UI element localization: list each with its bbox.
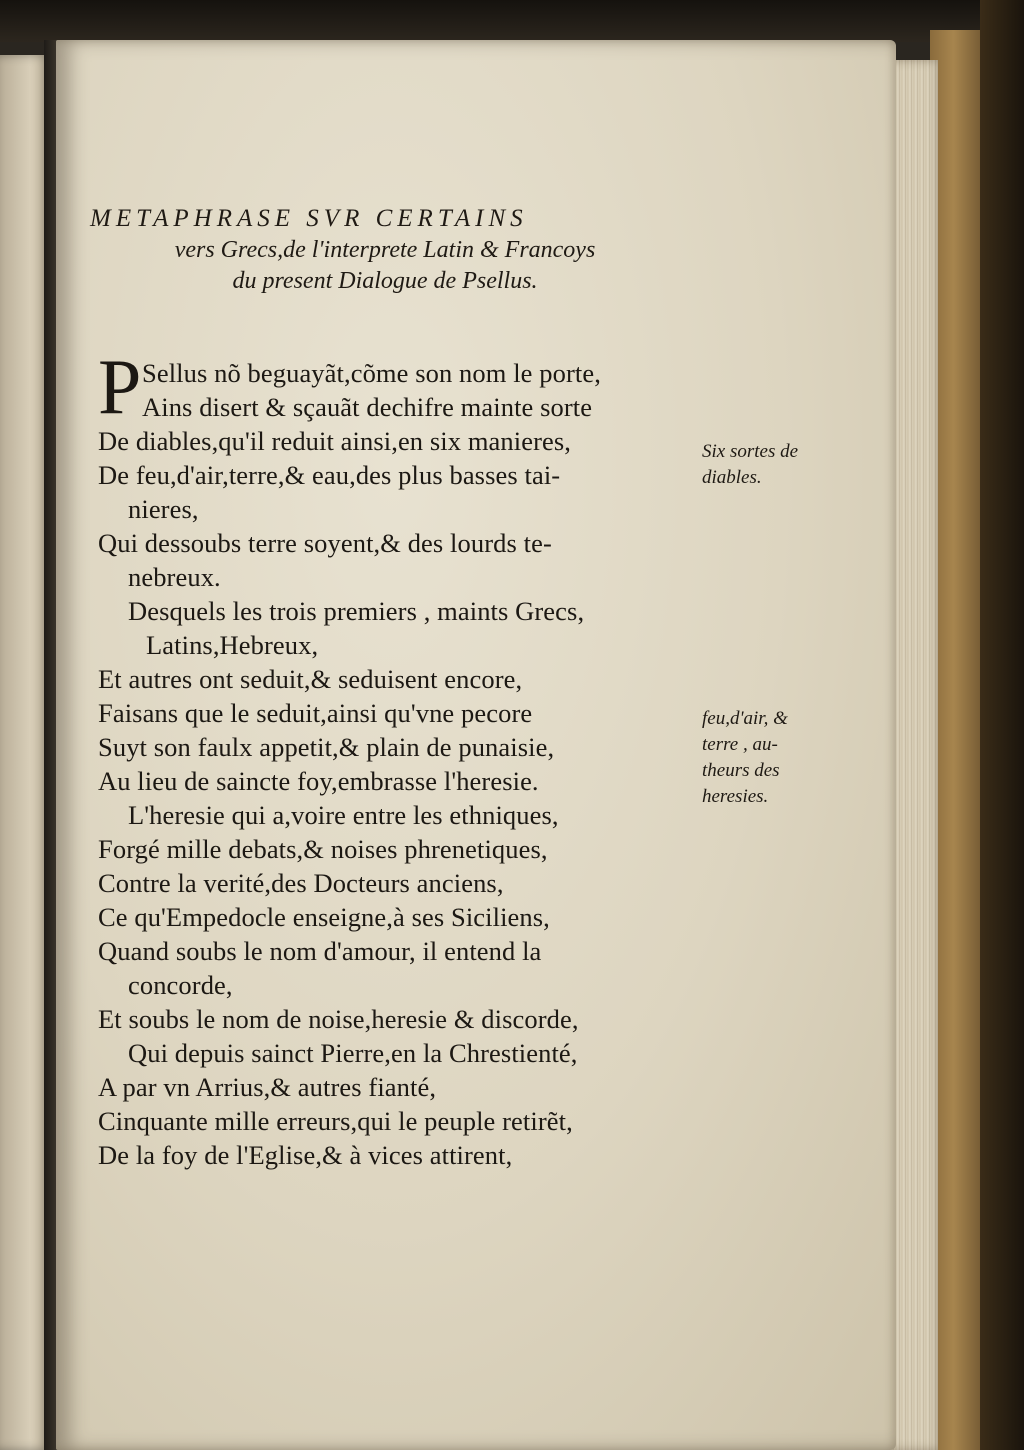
book-cover-spine-shadow [980,0,1024,1450]
margin-note-line: terre , au- [702,734,778,755]
verse-line: Ains disert & sçauãt dechifre mainte sorte [142,392,593,422]
verse-line: Et autres ont seduit,& seduisent encore, [98,664,523,694]
verse-line: A par vn Arrius,& autres fianté, [98,1072,437,1102]
margin-note-six-sorts [702,439,798,491]
verse-line: Qui dessoubs terre soyent,& des lourds te- [98,528,552,558]
margin-note-line: diables. [702,467,762,488]
verse-line: Au lieu de saincte foy,embrasse l'heresie. [98,766,539,796]
verse-block [98,356,698,1172]
heading-title: METAPHRASE SVR CERTAINS [90,205,528,232]
heading-subtitle-line-1: vers Grecs,de l'interprete Latin & Francoys [174,237,596,263]
scan-background-top [0,0,1024,42]
drop-capital: P [98,343,142,430]
facing-page-edge [0,55,50,1450]
verse-line: Latins,Hebreux, [146,630,319,660]
page-heading [90,205,680,295]
verse-line: De la foy de l'Eglise,& à vices attirent, [98,1140,513,1170]
verse-line: nebreux. [128,562,221,592]
margin-note-line: heresies. [702,786,769,807]
verse-line: nieres, [128,494,199,524]
margin-note-line: Six sortes de [702,441,799,462]
verse-line: Ce qu'Empedocle enseigne,à ses Siciliens, [98,902,550,932]
verse-line: L'heresie qui a,voire entre les ethniques, [128,800,559,830]
verse-line: Et soubs le nom de noise,heresie & discorde, [98,1004,579,1034]
verse-line: Suyt son faulx appetit,& plain de punaisie, [98,732,555,762]
verse-line: Qui depuis sainct Pierre,en la Chrestienté, [128,1038,578,1068]
verse-line: Sellus nõ beguayãt,cõme son nom le porte, [142,358,601,388]
verse-line: Faisans que le seduit,ainsi qu'vne pecore [98,698,533,728]
margin-note-line: feu,d'air, & [702,708,788,729]
verse-line: De feu,d'air,terre,& eau,des plus basses tai- [98,460,561,490]
verse-line: De diables,qu'il reduit ainsi,en six manieres, [98,426,572,456]
margin-note-heresies [702,706,788,810]
verse-line: Cinquante mille erreurs,qui le peuple retirẽt, [98,1106,573,1136]
margin-note-line: theurs des [702,760,780,781]
verse-line: Contre la verité,des Docteurs anciens, [98,868,504,898]
heading-subtitle-line-2: du present Dialogue de Psellus. [232,268,538,294]
verse-line: Quand soubs le nom d'amour, il entend la [98,936,542,966]
verse-line: concorde, [128,970,233,1000]
verse-line: Forgé mille debats,& noises phrenetiques, [98,834,548,864]
verse-line: Desquels les trois premiers , maints Grecs, [128,596,585,626]
